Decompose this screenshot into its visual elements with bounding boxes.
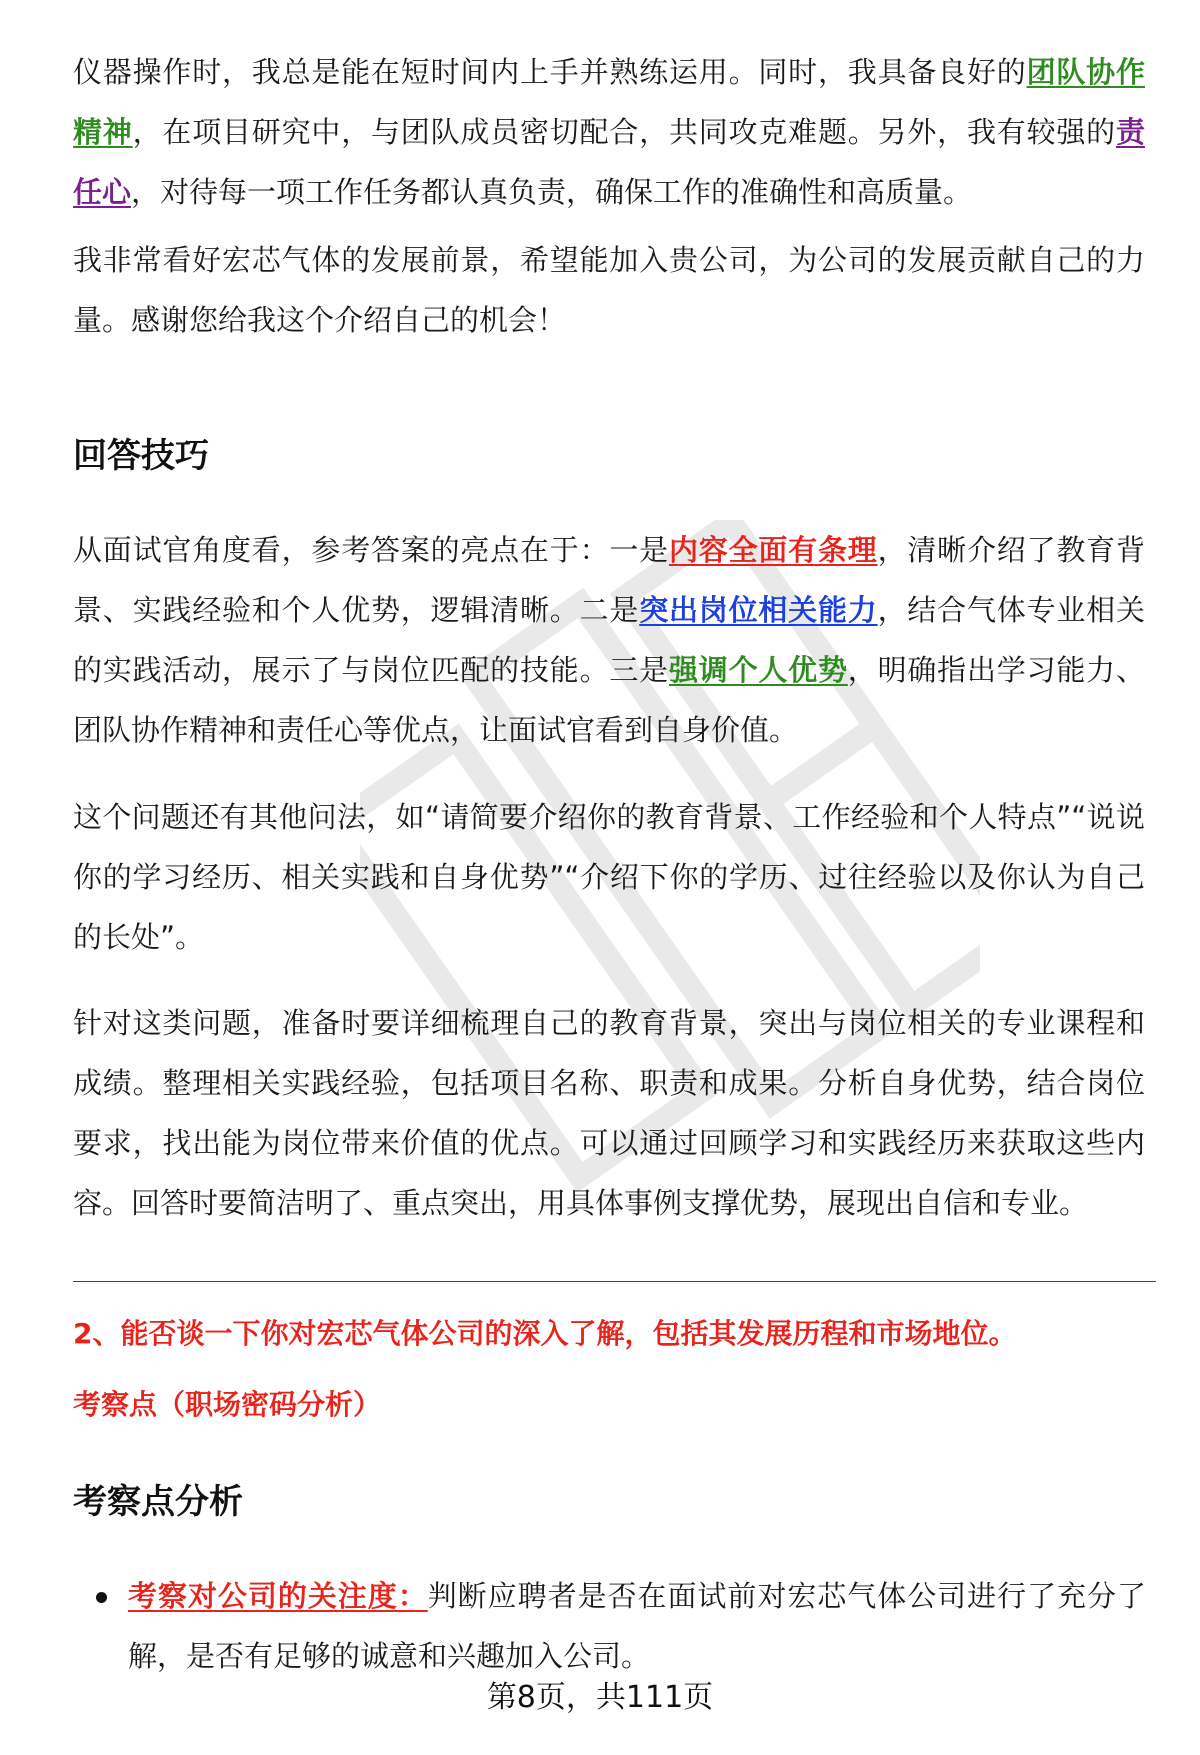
tips-paragraph xyxy=(73,520,1145,760)
page-footer: 第8页，共111页 xyxy=(486,1680,714,1715)
tips-text-1: 从面试官角度看，参考答案的亮点在于：一是 xyxy=(73,533,669,567)
section-divider xyxy=(73,1281,1156,1282)
bullet-label: 考察对公司的关注度： xyxy=(128,1579,428,1613)
exam-point-label: 考察点（职场密码分析） xyxy=(73,1388,382,1421)
highlight-comprehensive: 内容全面有条理 xyxy=(668,533,878,567)
question-2-title: 2、能否谈一下你对宏芯气体公司的深入了解，包括其发展历程和市场地位。 xyxy=(73,1317,1017,1350)
intro-text-2: ，在项目研究中，与团队成员密切配合，共同攻克难题。另外，我有较强的 xyxy=(132,115,1116,149)
highlight-job-ability: 突出岗位相关能力 xyxy=(639,593,878,627)
closing-paragraph: 我非常看好宏芯气体的发展前景，希望能加入贵公司，为公司的发展贡献自己的力量。感谢您给我这个介绍自己的机会！ xyxy=(73,243,1145,337)
tips-text-2: ，清晰介绍了教育背景、实践经验和个人优势，逻辑清晰。二是 xyxy=(73,533,1145,627)
bullet-dot xyxy=(96,1592,107,1603)
tips-text-3: ，结合气体专业相关的实践活动，展示了与岗位匹配的技能。三是 xyxy=(73,593,1145,687)
tips-text-4: ，明确指出学习能力、团队协作精神和责任心等优点，让面试官看到自身价值。 xyxy=(73,653,1145,747)
bullet-text xyxy=(128,1566,1146,1686)
intro-text-1: 仪器操作时，我总是能在短时间内上手并熟练运用。同时，我具备良好的 xyxy=(73,55,1027,89)
highlight-teamwork: 团队协作精神 xyxy=(73,55,1145,149)
section-heading-exam-analysis: 考察点分析 xyxy=(73,1482,243,1522)
intro-text-3: ，对待每一项工作任务都认真负责，确保工作的准确性和高质量。 xyxy=(131,175,973,209)
bullet-body: 判断应聘者是否在面试前对宏芯气体公司进行了充分了解，是否有足够的诚意和兴趣加入公司。 xyxy=(128,1579,1146,1673)
intro-paragraph xyxy=(73,42,1145,222)
prep-paragraph: 针对这类问题，准备时要详细梳理自己的教育背景，突出与岗位相关的专业课程和成绩。整理相关实践经验，包括项目名称、职责和成果。分析自身优势，结合岗位要求，找出能为岗位带来价值的优点。可以通过回顾学习和实践经历来获取这些内容。回答时要简洁明了、重点突出，用具体事例支撑优势，展现出自信和专业。 xyxy=(73,1006,1145,1220)
highlight-responsibility: 责任心 xyxy=(73,115,1145,209)
highlight-personal-strengths: 强调个人优势 xyxy=(668,653,848,687)
variants-paragraph: 这个问题还有其他问法，如“请简要介绍你的教育背景、工作经验和个人特点”“说说你的学习经历、相关实践和自身优势”“介绍下你的学历、过往经验以及你认为自己的长处”。 xyxy=(73,800,1145,954)
section-heading-answer-tips: 回答技巧 xyxy=(73,436,209,476)
